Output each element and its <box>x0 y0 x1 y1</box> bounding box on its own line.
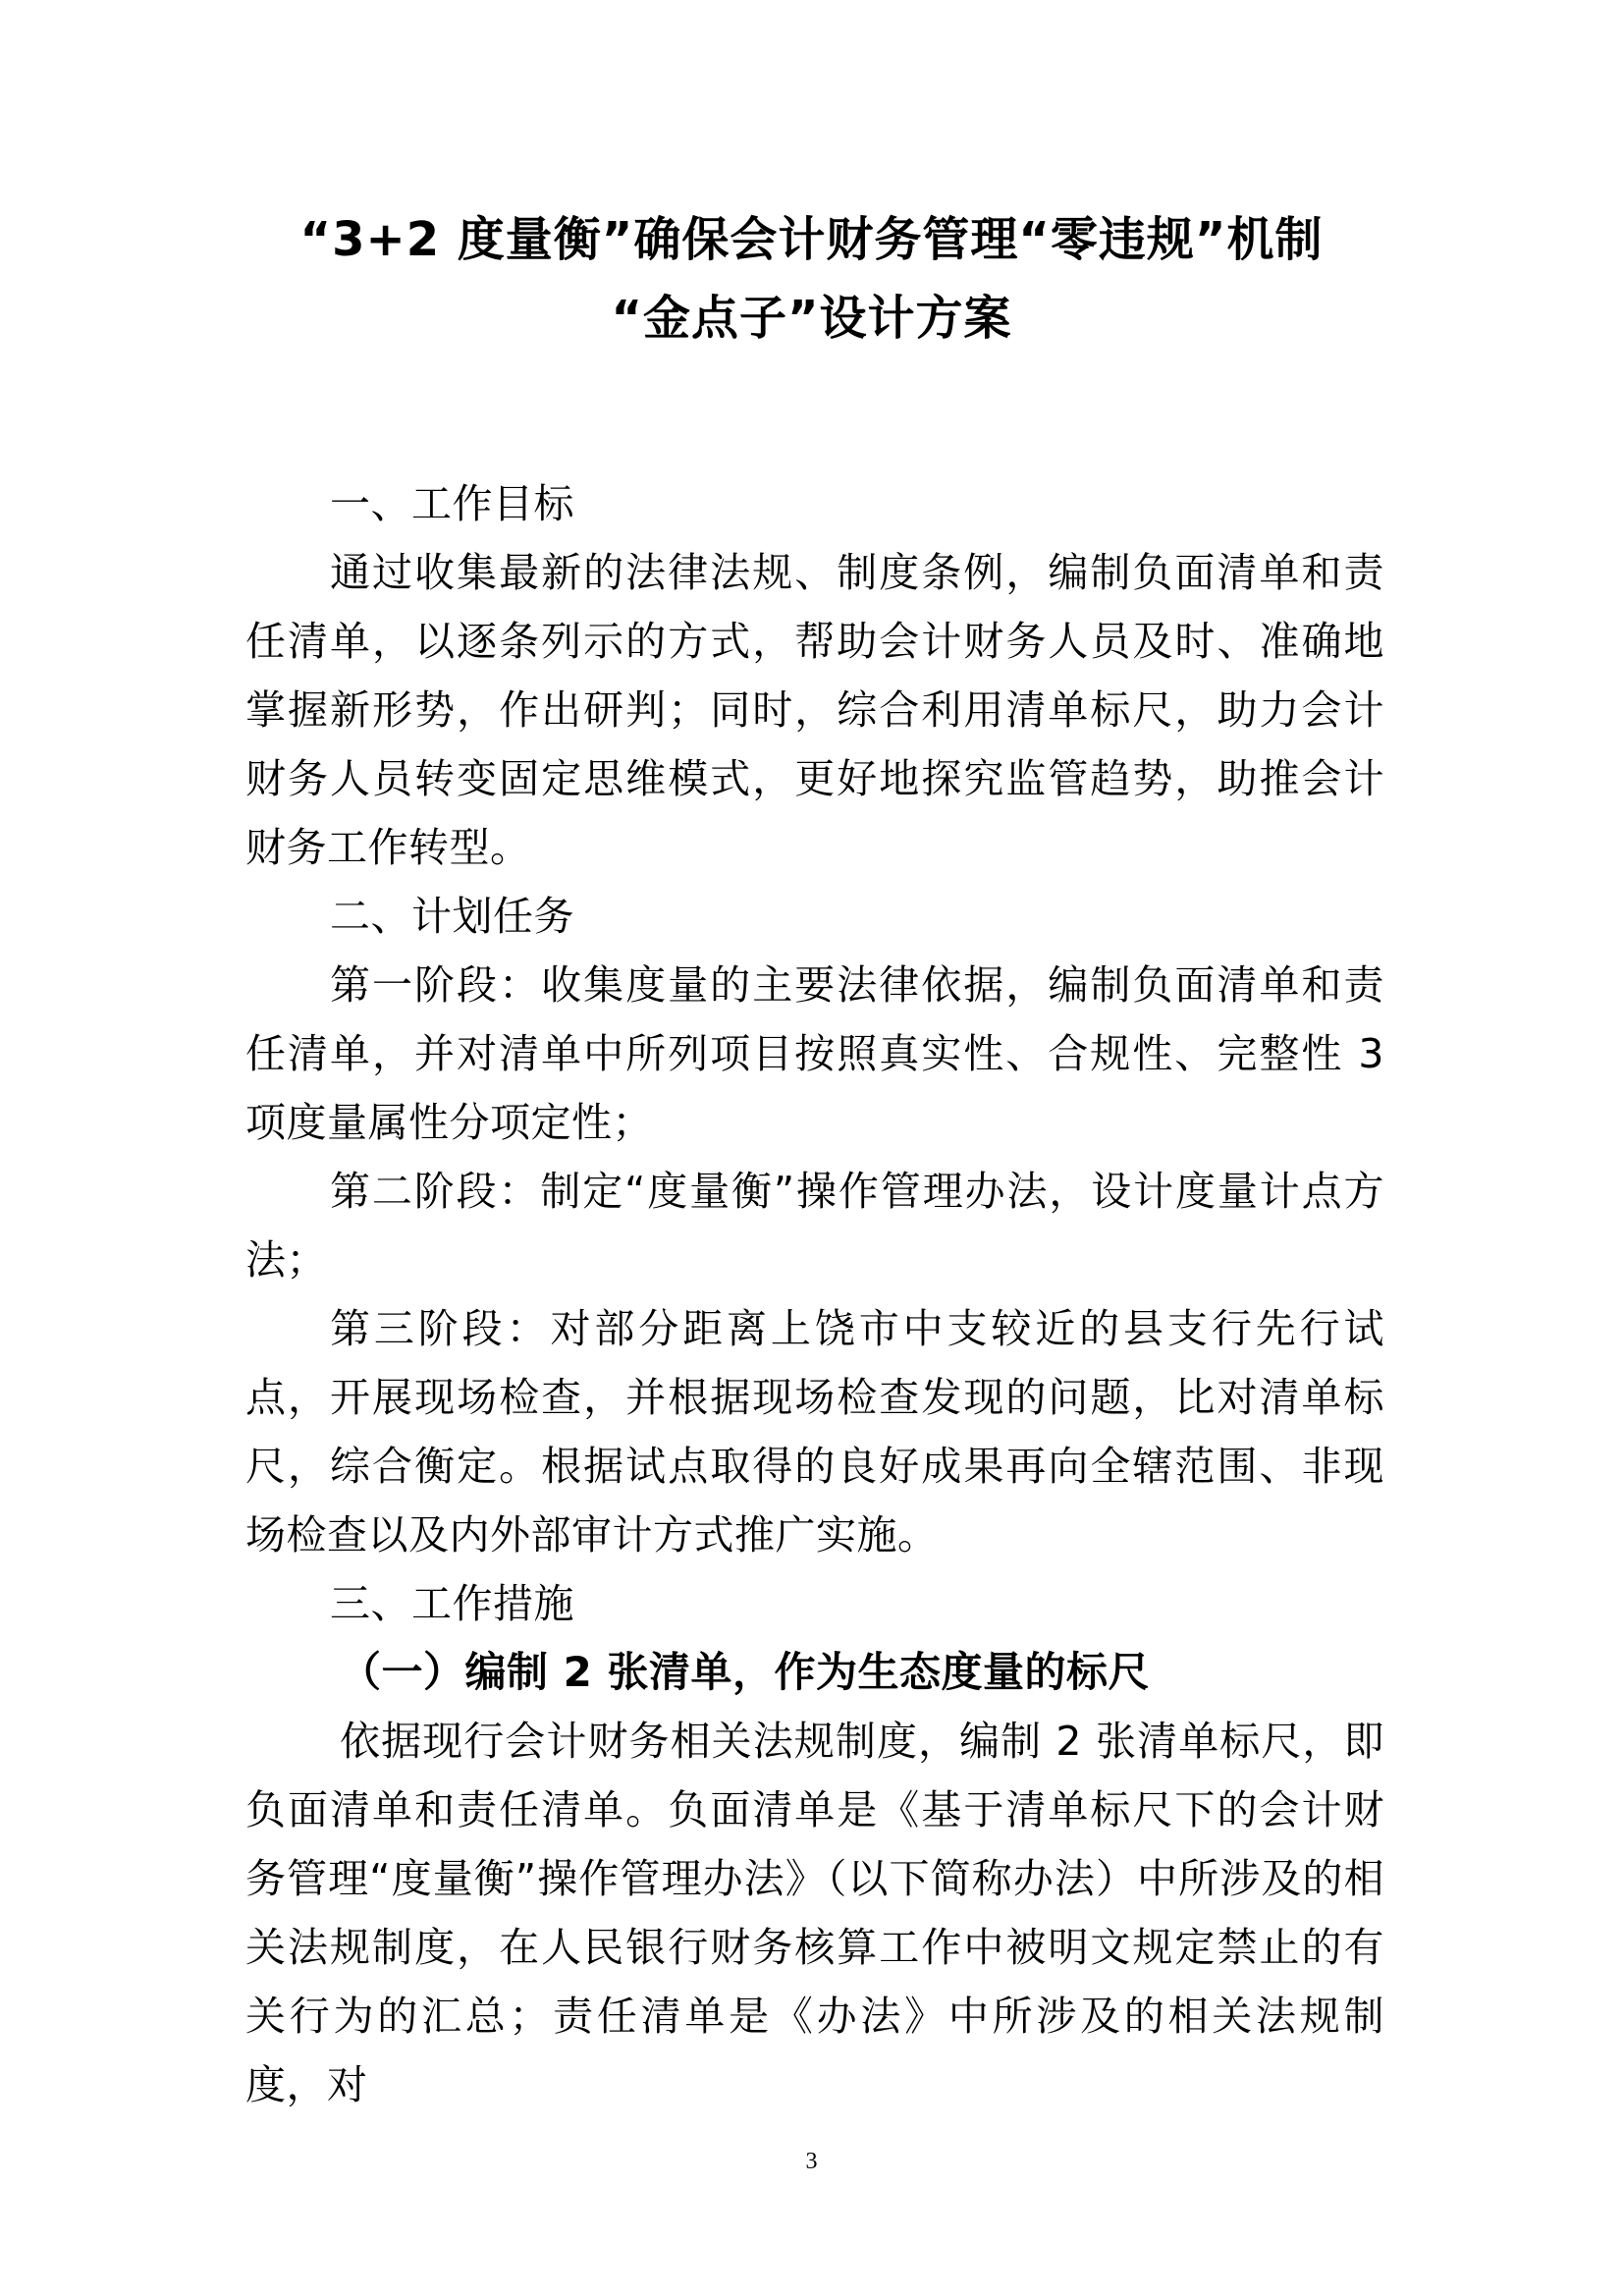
section-heading-goals: 一、工作目标 <box>330 480 574 527</box>
document-title-line-2: “金点子”设计方案 <box>611 291 1012 346</box>
section-heading-measures: 三、工作措施 <box>330 1580 574 1627</box>
document-title-line-1: “3+2 度量衡”确保会计财务管理“零违规”机制 <box>299 212 1324 267</box>
paragraph-stage-2: 第二阶段：制定“度量衡”操作管理办法，设计度量计点方法； <box>245 1168 1384 1284</box>
section-heading-plan: 二、计划任务 <box>330 893 574 940</box>
page-number: 3 <box>805 2149 818 2174</box>
paragraph-goals: 通过收集最新的法律法规、制度条例，编制负面清单和责任清单，以逐条列示的方式，帮助会计财务人员及时、准确地掌握新形势，作出研判；同时，综合利用清单标尺，助力会计财务人员转变固定思维模式，更好地探究监管趋势，助推会计财务工作转型。 <box>245 549 1384 871</box>
paragraph-stage-3: 第三阶段：对部分距离上饶市中支较近的县支行先行试点，开展现场检查，并根据现场检查发现的问题，比对清单标尺，综合衡定。根据试点取得的良好成果再向全辖范围、非现场检查以及内外部审计方式推广实施。 <box>245 1305 1384 1558</box>
paragraph-lists: 依据现行会计财务相关法规制度，编制 2 张清单标尺，即负面清单和责任清单。负面清单是《基于清单标尺下的会计财务管理“度量衡”操作管理办法》（以下简称办法）中所涉及的相关法规制度，在人民银行财务核算工作中被明文规定禁止的有关行为的汇总；责任清单是《办法》中所涉及的相关法规制度，对 <box>245 1718 1384 2108</box>
paragraph-stage-1: 第一阶段：收集度量的主要法律依据，编制负面清单和责任清单，并对清单中所列项目按照真实性、合规性、完整性 3 项度量属性分项定性； <box>245 961 1384 1146</box>
document-body <box>245 469 1384 2119</box>
subsection-heading-lists: （一）编制 2 张清单，作为生态度量的标尺 <box>340 1648 1150 1696</box>
